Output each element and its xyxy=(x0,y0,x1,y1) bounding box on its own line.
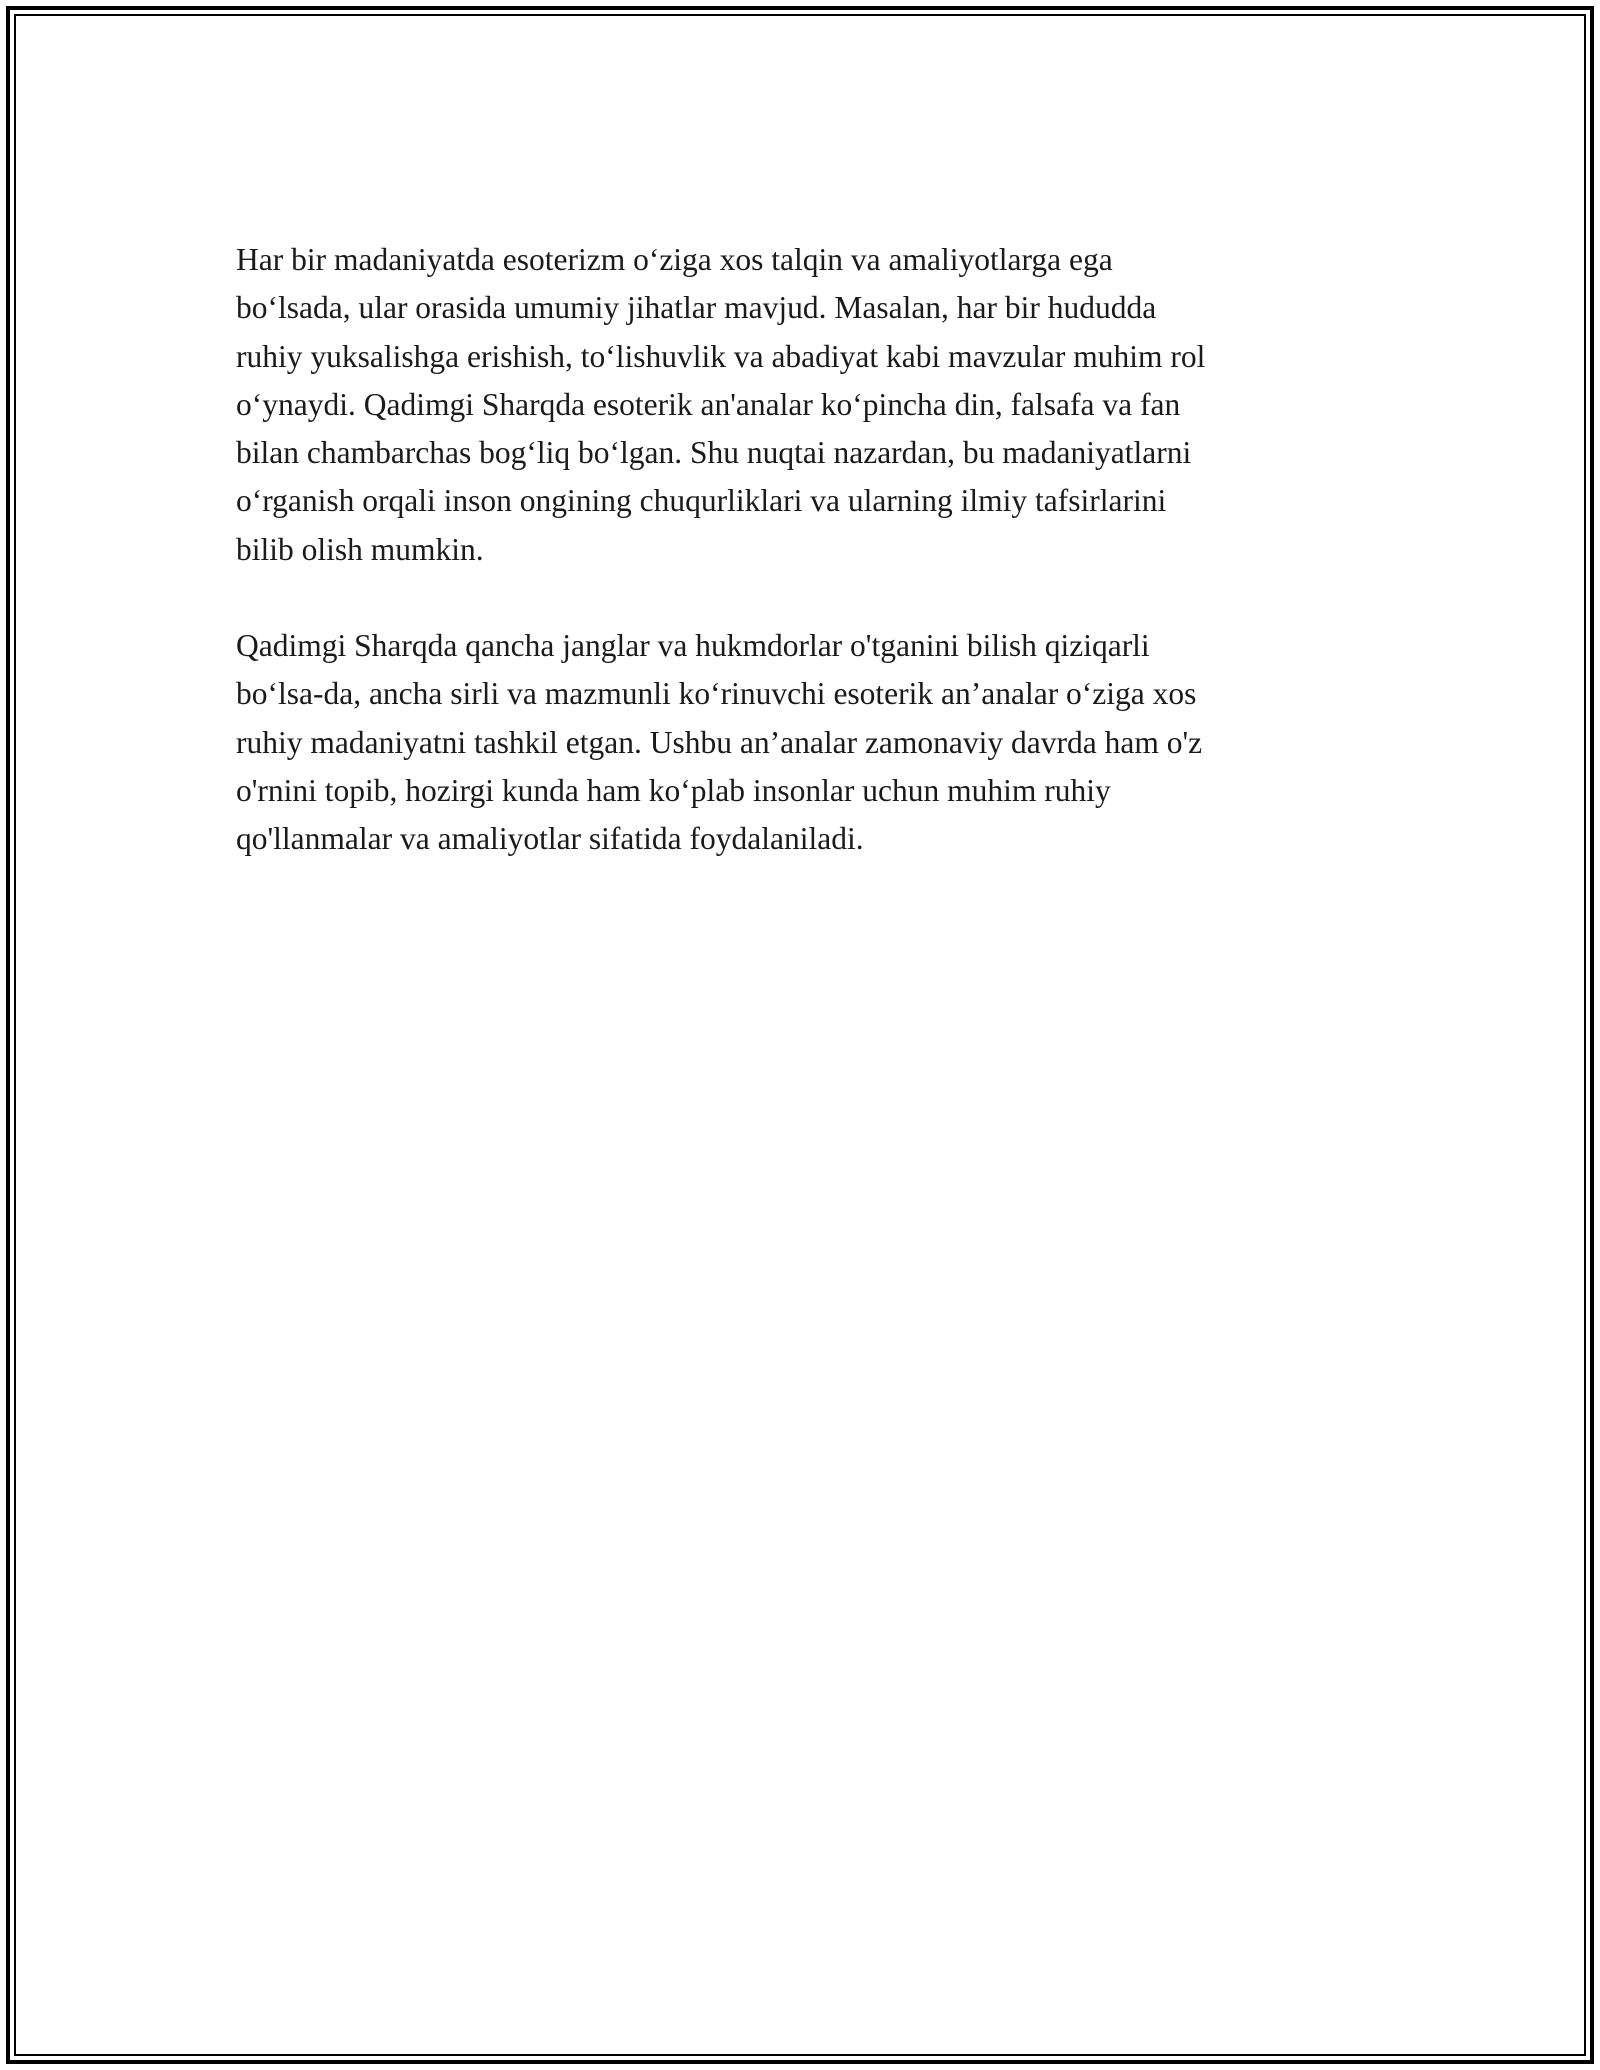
paragraph-2: Qadimgi Sharqda qancha janglar va hukmdorlar o'tganini bilish qiziqarli bo‘lsa-da, ancha sirli va mazmunli ko‘rinuvchi esoterik an’analar o‘ziga xos ruhiy madaniyatni tashkil etgan. Ushbu an’analar zamonaviy davrda ham o'z o'rnini topib, hozirgi kunda ham ko‘plab insonlar uchun muhim ruhiy qo'llanmalar va amaliyotlar sifatida foydalaniladi. xyxy=(236,628,1203,857)
page-body xyxy=(236,236,1386,912)
paragraph-1: Har bir madaniyatda esoterizm o‘ziga xos talqin va amaliyotlarga ega bo‘lsada, ular orasida umumiy jihatlar mavjud. Masalan, har bir hududda ruhiy yuksalishga erishish, to‘lishuvlik va abadiyat kabi mavzular muhim rol o‘ynaydi. Qadimgi Sharqda esoterik an'analar ko‘pincha din, falsafa va fan bilan chambarchas bog‘liq bo‘lgan. Shu nuqtai nazardan, bu madaniyatlarni o‘rganish orqali inson ongining chuqurliklari va ularning ilmiy tafsirlarini bilib olish mumkin. xyxy=(236,242,1206,567)
